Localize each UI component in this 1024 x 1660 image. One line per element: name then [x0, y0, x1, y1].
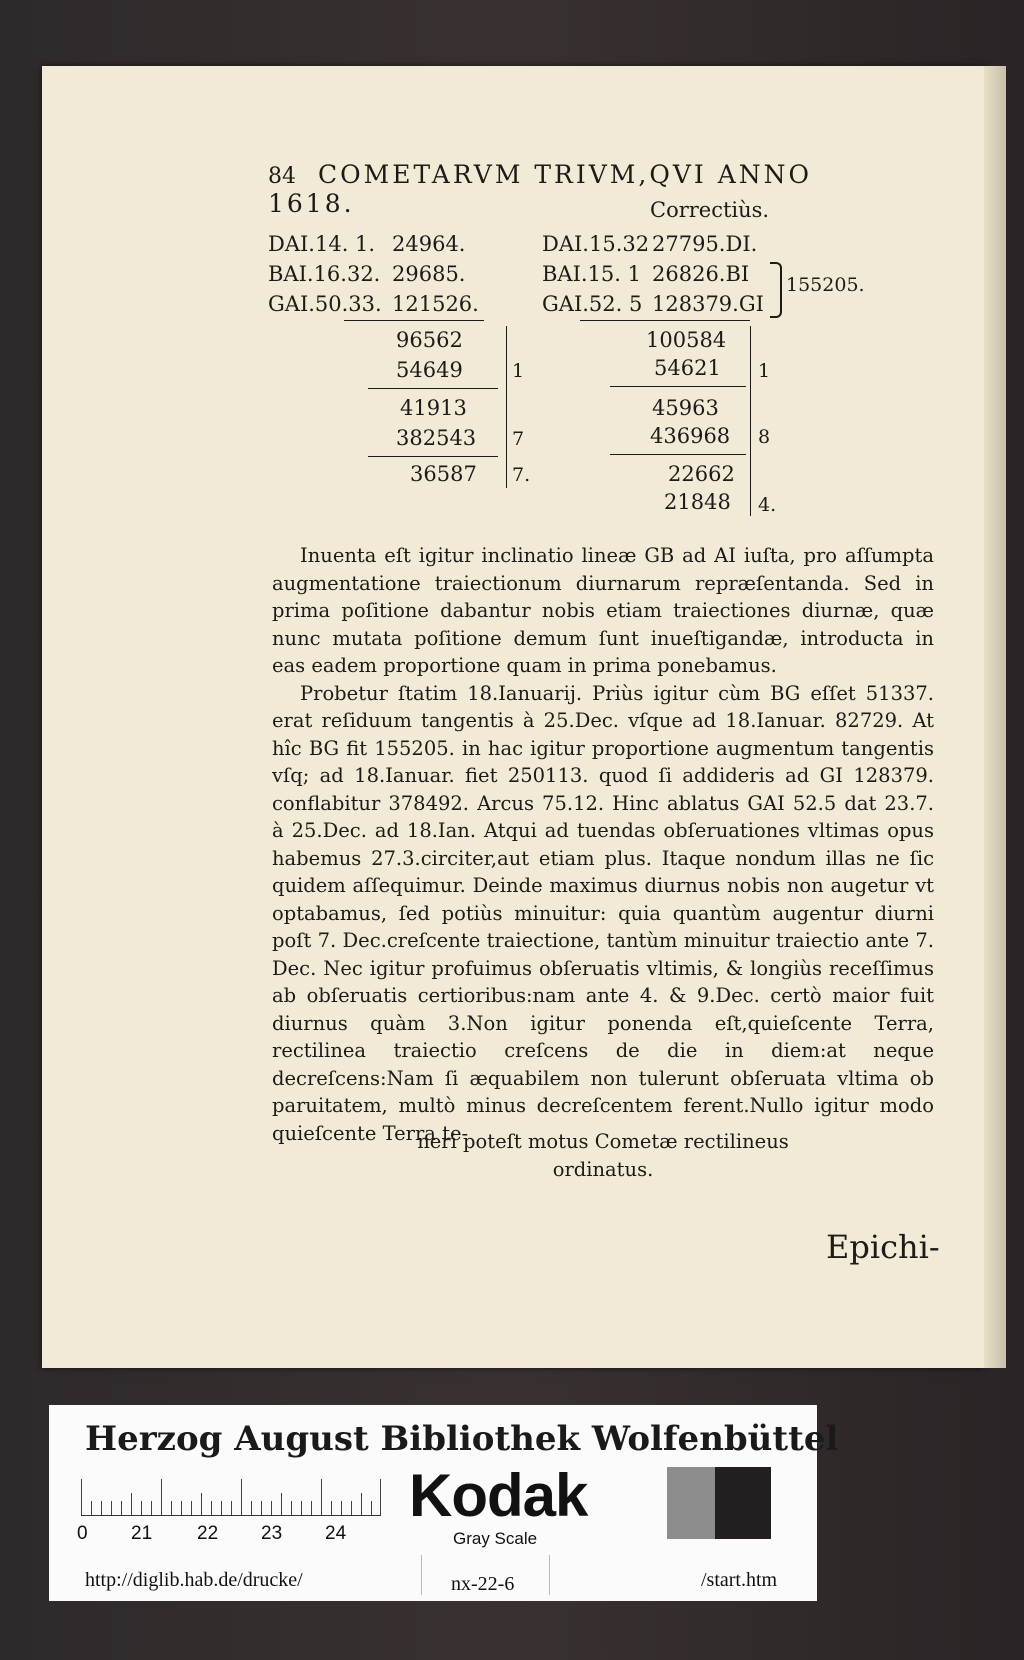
- scale-ruler: [81, 1479, 381, 1516]
- library-name: Herzog August Bibliothek Wolfenbüttel: [85, 1419, 839, 1459]
- calc-right-mark-3: 4.: [758, 494, 777, 516]
- calc-left-1: 96562: [396, 328, 463, 352]
- rule: [344, 320, 484, 321]
- calc-left-mark-1: 1: [512, 360, 525, 382]
- calc-left-4: 382543: [396, 426, 477, 450]
- black-swatch: [715, 1467, 771, 1539]
- row2-val1: 29685.: [392, 262, 466, 286]
- closing-lines: [272, 1128, 934, 1184]
- calc-left-5: 36587: [410, 462, 477, 486]
- page-number: 84: [268, 164, 296, 189]
- row3-label1: GAI.50.33.: [268, 292, 382, 316]
- calc-right-4: 436968: [650, 424, 731, 448]
- rule: [580, 320, 750, 321]
- row1-val1: 24964.: [392, 232, 466, 256]
- page-edge: [984, 66, 1006, 1368]
- rule: [610, 454, 746, 455]
- catchword: Epichi-: [826, 1228, 940, 1266]
- ruler-tick: [181, 1501, 182, 1515]
- ruler-tick: [121, 1501, 122, 1515]
- ruler-tick: [331, 1501, 332, 1515]
- row2-label2: BAI.15. 1: [542, 262, 642, 286]
- ruler-label-24: 24: [325, 1523, 347, 1544]
- calc-left-2: 54649: [396, 358, 463, 382]
- ruler-tick: [351, 1501, 352, 1515]
- rule: [610, 386, 746, 387]
- correctius-label: Correctiùs.: [650, 198, 770, 222]
- ruler-tick: [151, 1501, 152, 1515]
- ruler-tick: [321, 1479, 322, 1515]
- body-text: [272, 542, 934, 1147]
- row2-val2: 26826.BI: [652, 262, 750, 286]
- ruler-tick: [261, 1501, 262, 1515]
- ruler-tick: [291, 1501, 292, 1515]
- url-right: /start.htm: [701, 1569, 778, 1591]
- closing-line-2: ordinatus.: [552, 1158, 654, 1181]
- ruler-tick: [341, 1501, 342, 1515]
- ruler-tick: [311, 1501, 312, 1515]
- bracket-value: 155205.: [786, 274, 865, 296]
- ruler-label-21: 21: [131, 1523, 153, 1544]
- ruler-tick: [161, 1479, 162, 1515]
- ruler-label-22: 22: [197, 1523, 219, 1544]
- ruler-tick: [231, 1501, 232, 1515]
- ruler-label-23: 23: [261, 1523, 283, 1544]
- calc-left-mark-3: 7.: [512, 464, 531, 486]
- ruler-tick: [361, 1493, 362, 1515]
- running-title: COMETARVM TRIVM,QVI ANNO 1618.: [268, 160, 813, 218]
- ruler-tick: [131, 1493, 132, 1515]
- gray-swatch: [667, 1467, 715, 1539]
- running-head: [268, 160, 908, 218]
- ruler-tick: [201, 1493, 202, 1515]
- url-mid: nx-22-6: [451, 1573, 515, 1595]
- ruler-tick: [111, 1501, 112, 1515]
- ruler-tick: [171, 1501, 172, 1515]
- url-left: http://diglib.hab.de/drucke/: [85, 1569, 303, 1591]
- divider: [421, 1555, 422, 1595]
- rule: [506, 326, 507, 488]
- ruler-tick: [91, 1501, 92, 1515]
- ruler-tick: [301, 1501, 302, 1515]
- row1-label1: DAI.14. 1.: [268, 232, 376, 256]
- row3-val1: 121526.: [392, 292, 479, 316]
- ruler-tick: [281, 1493, 282, 1515]
- paragraph-2: Probetur ſtatim 18.Ianuarij. Priùs igitur cùm BG eſſet 51337. erat reſiduum tangentis à 25.Dec. vſque ad 18.Ianuar. 82729. At hîc BG fit 155205. in hac igitur proportione augmentum tangentis vſq; ad 18.Ianuar. fiet 250113. quod ſi addideris ad GI 128379. conflabitur 378492. Arcus 75.12. Hinc ablatus GAI 52.5 dat 23.7. à 25.Dec. ad 18.Ian. Atqui ad tuendas obſeruationes vltimas opus habemus 27.3.circiter,aut etiam plus. Itaque nondum illas ne ſic quidem aſſequimur. Deinde maximus diurnus nobis non augetur vt optabamus, ſed potiùs minuitur: quia quantùm augentur diurni poſt 7. Dec.creſcente traiectione, tantùm minuitur traiectio ante 7. Dec. Nec igitur profuimus obſeruatis vltimis, & longiùs receſſimus ab obſeruatis certioribus:nam ante 4. & 9.Dec. certò maior fuit diurnus quàm 3.Non igitur ponenda eſt,quieſcente Terra, rectilinea traiectio creſcens de die in diem:at neque decreſcens:Nam ſi æquabilem non tulerunt obſeruata vltima ob paruitatem, multò minus decreſcentem ferent.Nullo igitur modo quieſcente Terra te-: [272, 681, 934, 1145]
- kodak-logo: Kodak: [409, 1462, 588, 1529]
- ruler-label-0: 0: [77, 1523, 88, 1544]
- calc-left-mark-2: 7: [512, 428, 525, 450]
- ruler-tick: [141, 1501, 142, 1515]
- ruler-tick: [271, 1501, 272, 1515]
- row1-val2: 27795.DI.: [652, 232, 758, 256]
- row1-label2: DAI.15.32: [542, 232, 650, 256]
- gray-scale-label: Gray Scale: [453, 1529, 538, 1548]
- rule: [368, 388, 498, 389]
- paragraph-1: Inuenta eſt igitur inclinatio lineæ GB ad AI iuſta, pro aſſumpta augmentatione traiectionum diurnarum repræſentanda. Sed in prima poſitione dabantur nobis etiam traiectiones diurnæ, quæ nunc mutata poſitione demum ſunt inueſtigandæ, introducta in eas eadem proportione quam in prima ponebamus.: [272, 544, 934, 677]
- calc-right-1: 100584: [646, 328, 727, 352]
- ruler-tick: [81, 1479, 82, 1515]
- divider: [549, 1555, 550, 1595]
- rule: [750, 326, 751, 516]
- ruler-tick: [241, 1479, 242, 1515]
- closing-line-1: neri poteſt motus Cometæ rectilineus: [417, 1130, 789, 1153]
- row3-label2: GAI.52. 5: [542, 292, 643, 316]
- ruler-tick: [251, 1501, 252, 1515]
- ruler-tick: [371, 1501, 372, 1515]
- row2-label1: BAI.16.32.: [268, 262, 381, 286]
- ruler-tick: [211, 1501, 212, 1515]
- calc-right-3: 45963: [652, 396, 719, 420]
- calc-right-2: 54621: [654, 356, 721, 380]
- ruler-tick: [191, 1501, 192, 1515]
- calc-right-6: 21848: [664, 490, 731, 514]
- rule: [368, 456, 498, 457]
- color-card: [49, 1405, 839, 1601]
- ruler-tick: [380, 1479, 381, 1515]
- ruler-tick: [221, 1501, 222, 1515]
- ruler-tick: [101, 1501, 102, 1515]
- calc-left-3: 41913: [400, 396, 467, 420]
- row3-val2: 128379.GI: [652, 292, 764, 316]
- brace: [770, 262, 782, 318]
- calc-right-5: 22662: [668, 462, 735, 486]
- calc-right-mark-2: 8: [758, 426, 771, 448]
- calc-right-mark-1: 1: [758, 360, 771, 382]
